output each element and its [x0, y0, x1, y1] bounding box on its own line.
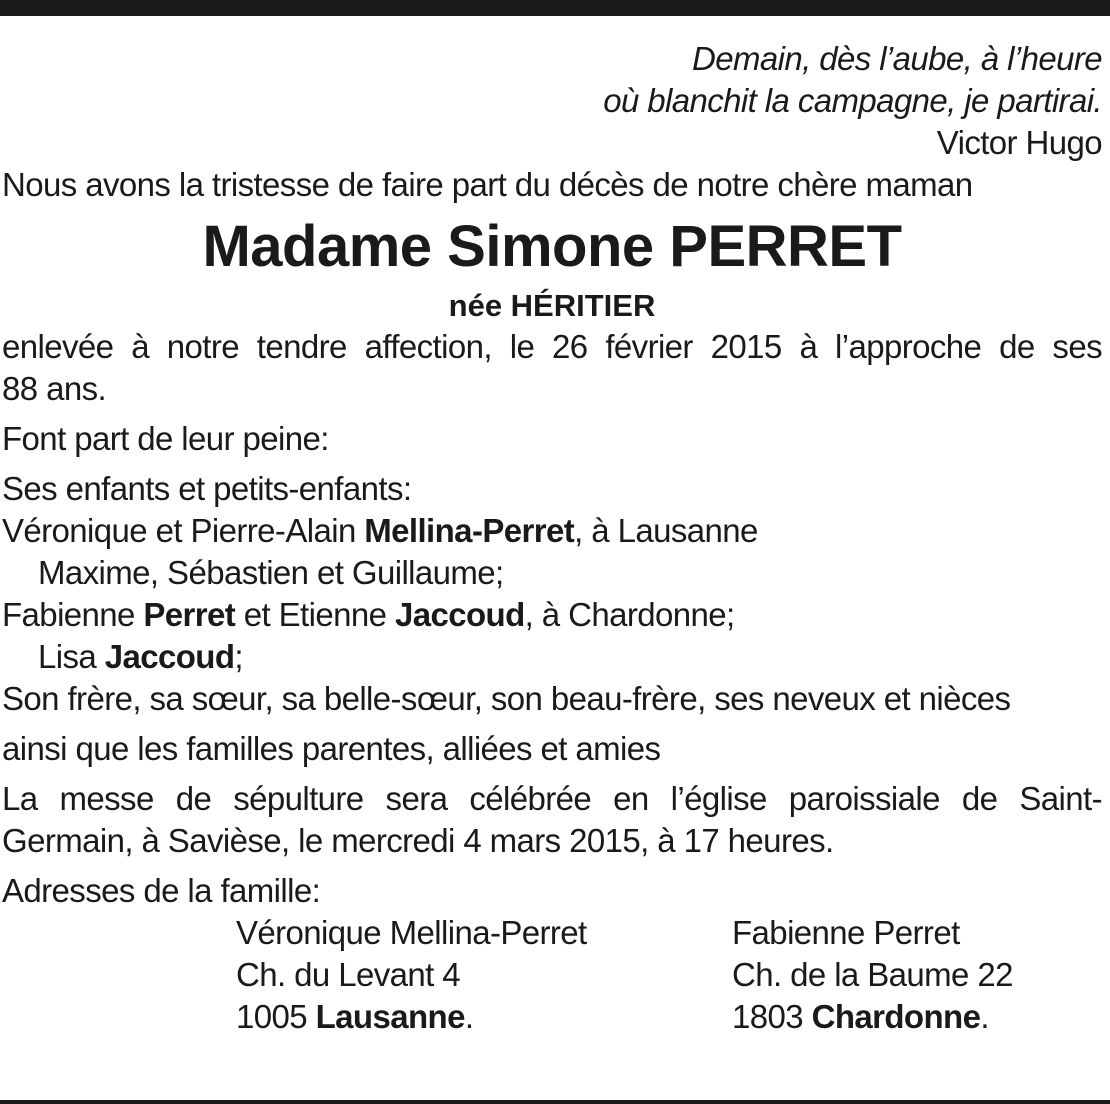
family-heading: Font part de leur peine:: [2, 420, 329, 457]
family-text: ;: [234, 638, 243, 675]
bottom-border-rule: [0, 1100, 1110, 1104]
family-text: , à Chardonne;: [524, 596, 735, 633]
family-text: Lisa: [38, 638, 105, 675]
address-postcode: 1005: [236, 998, 316, 1035]
quote-line-2: où blanchit la campagne, je partirai.: [603, 82, 1102, 119]
grandchildren-line: Maxime, Sébastien et Guillaume;: [38, 554, 504, 591]
mass-line-1: La messe de sépulture sera célébrée en l’église paroissiale de Saint-: [2, 780, 1102, 817]
family-text: Véronique et Pierre-Alain: [2, 512, 365, 549]
top-border-rule: [0, 0, 1110, 16]
mass-announcement: [2, 778, 1102, 862]
death-line-1: enlevée à notre tendre affection, le 26 février 2015 à l’approche de ses: [2, 328, 1102, 365]
family-surname: Mellina-Perret: [364, 512, 575, 549]
address-city: Lausanne: [315, 998, 465, 1035]
address-end: .: [464, 998, 474, 1035]
family-member-line: [2, 594, 1102, 636]
family-surname: Jaccoud: [394, 596, 525, 633]
children-heading: Ses enfants et petits-enfants:: [2, 470, 412, 507]
address-end: .: [980, 998, 989, 1035]
grandchildren-line: [2, 636, 1102, 678]
address-city-line: [732, 996, 1013, 1038]
family-text: , à Lausanne: [574, 512, 758, 549]
family-member-line: [2, 510, 1102, 552]
families-line: ainsi que les familles parentes, alliées et amies: [2, 730, 661, 767]
family-surname: Jaccoud: [104, 638, 235, 675]
deceased-name: Madame Simone PERRET: [202, 214, 902, 279]
relatives-line: Son frère, sa sœur, sa belle-sœur, son beau-frère, ses neveux et nièces: [2, 680, 1011, 717]
address-name: Fabienne Perret: [732, 914, 960, 951]
addresses-heading: Adresses de la famille:: [2, 872, 321, 909]
mass-line-2: Germain, à Savièse, le mercredi 4 mars 2015, à 17 heures.: [2, 822, 834, 859]
address-street: Ch. de la Baume 22: [732, 956, 1013, 993]
family-surname: Perret: [143, 596, 236, 633]
obituary-notice: [2, 38, 1102, 1038]
quote-author: Victor Hugo: [936, 124, 1102, 161]
family-text: Fabienne: [2, 596, 144, 633]
death-line-2: 88 ans.: [2, 370, 107, 407]
maiden-name: née HÉRITIER: [448, 288, 656, 323]
address-city: Chardonne: [811, 998, 981, 1035]
address-name: Véronique Mellina-Perret: [236, 914, 587, 951]
address-postcode: 1803: [732, 998, 812, 1035]
death-announcement: [2, 326, 1102, 410]
address-city-line: [236, 996, 587, 1038]
address-block-right: [732, 912, 1013, 1038]
address-block-left: [236, 912, 587, 1038]
family-addresses: [2, 912, 1102, 1038]
intro-text: Nous avons la tristesse de faire part du décès de notre chère maman: [2, 166, 973, 203]
address-street: Ch. du Levant 4: [236, 956, 460, 993]
family-text: et Etienne: [235, 596, 395, 633]
quote-line-1: Demain, dès l’aube, à l’heure: [691, 40, 1102, 77]
epigraph: [2, 38, 1102, 164]
